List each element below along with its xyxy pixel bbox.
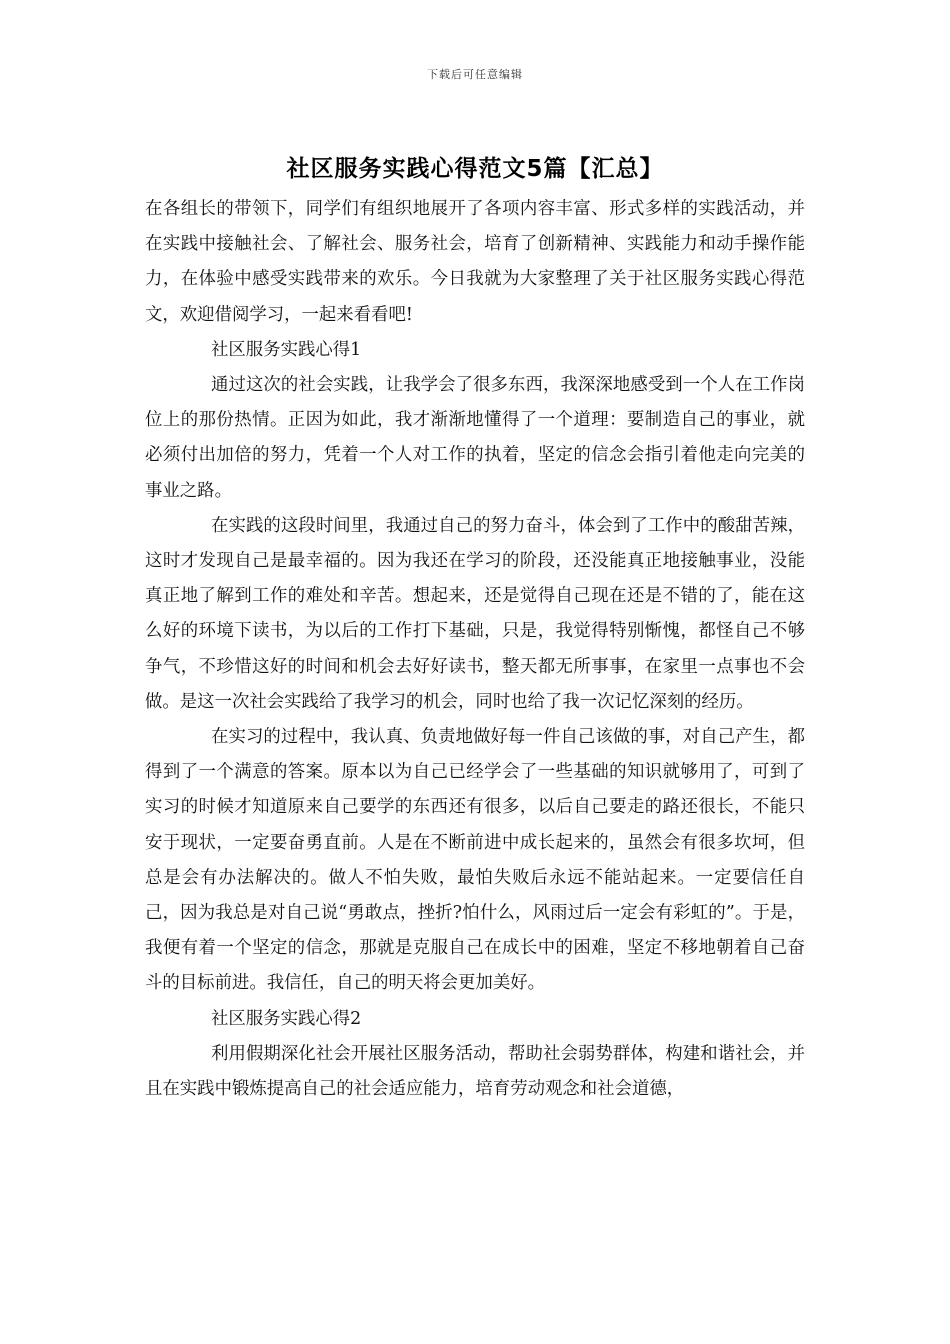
document-title: 社区服务实践心得范文5篇【汇总】 <box>286 156 664 182</box>
section-heading-1: 社区服务实践心得1 <box>211 339 362 360</box>
section-heading-2: 社区服务实践心得2 <box>211 1008 362 1029</box>
intro-paragraph: 在各组长的带领下，同学们有组织地展开了各项内容丰富、形式多样的实践活动，并在实践中接触社会、了解社会、服务社会，培育了创新精神、实践能力和动手操作能力，在体验中感受实践带来的欢乐。今日我就为大家整理了关于社区服务实践心得范文，欢迎借阅学习，一起来看看吧! <box>145 199 805 325</box>
header-note: 下载后可任意编辑 <box>427 68 523 81</box>
document-body <box>145 192 805 1107</box>
body-paragraph: 在实习的过程中，我认真、负责地做好每一件自己该做的事，对自己产生，都得到了一个满意的答案。原本以为自己已经学会了一些基础的知识就够用了，可到了实习的时候才知道原来自己要学的东西还有很多，以后自己要走的路还很长，不能只安于现状，一定要奋勇直前。人是在不断前进中成长起来的，虽然会有很多坎坷，但总是会有办法解决的。做人不怕失败，最怕失败后永远不能站起来。一定要信任自己，因为我总是对自己说“勇敢点，挫折?怕什么，风雨过后一定会有彩虹的”。于是，我便有着一个坚定的信念，那就是克服自己在成长中的困难，坚定不移地朝着自己奋斗的目标前进。我信任，自己的明天将会更加美好。 <box>145 727 805 994</box>
body-paragraph: 在实践的这段时间里，我通过自己的努力奋斗，体会到了工作中的酸甜苦辣，这时才发现自己是最幸福的。因为我还在学习的阶段，还没能真正地接触事业，没能真正地了解到工作的难处和辛苦。想起来，还是觉得自己现在还是不错的了，能在这么好的环境下读书，为以后的工作打下基础，只是，我觉得特别惭愧，都怪自己不够争气，不珍惜这好的时间和机会去好好读书，整天都无所事事，在家里一点事也不会做。是这一次社会实践给了我学习的机会，同时也给了我一次记忆深刻的经历。 <box>145 515 805 712</box>
body-paragraph: 利用假期深化社会开展社区服务活动，帮助社会弱势群体，构建和谐社会，并且在实践中锻炼提高自己的社会适应能力，培育劳动观念和社会道德， <box>145 1043 805 1100</box>
body-paragraph: 通过这次的社会实践，让我学会了很多东西，我深深地感受到一个人在工作岗位上的那份热情。正因为如此，我才渐渐地懂得了一个道理：要制造自己的事业，就必须付出加倍的努力，凭着一个人对工作的执着，坚定的信念会指引着他走向完美的事业之路。 <box>145 375 805 501</box>
